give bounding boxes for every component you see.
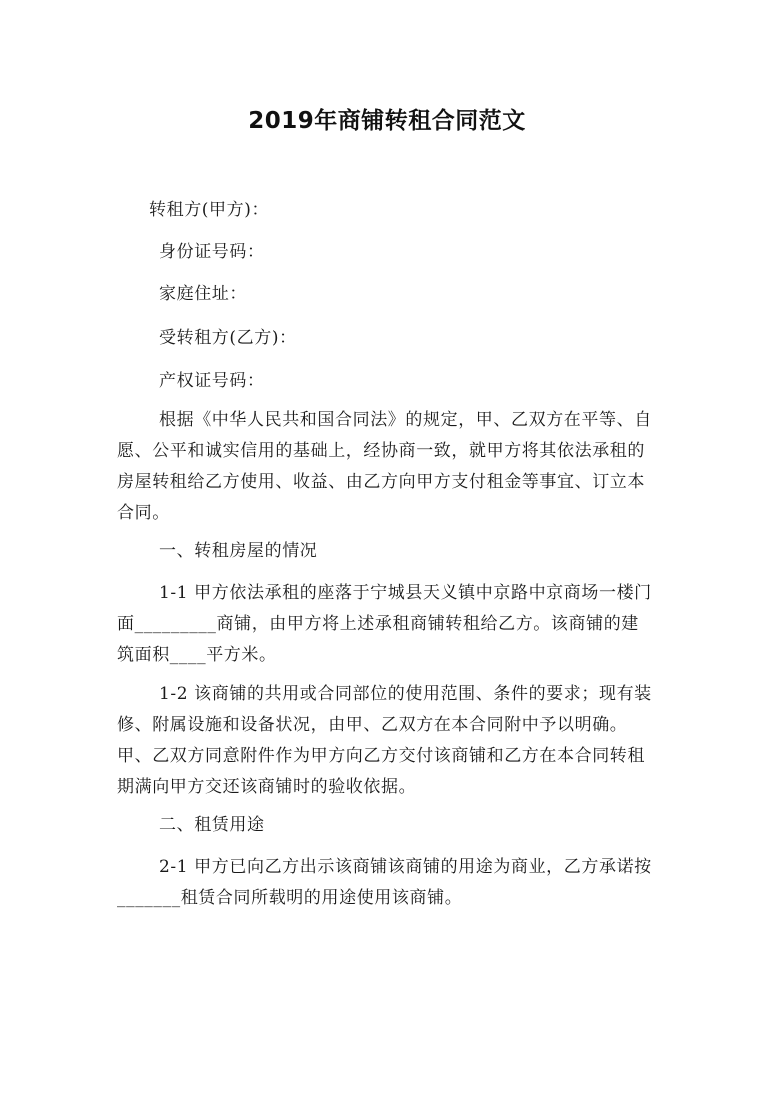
field-home-address xyxy=(159,279,247,310)
field-property-cert xyxy=(159,366,265,397)
field-sublessor xyxy=(149,195,269,226)
section-heading: 二、租赁用途 xyxy=(159,815,265,835)
clause-1-1 xyxy=(117,578,652,671)
section2-heading xyxy=(159,810,265,841)
field-sublessor-label: 转租方(甲方)： xyxy=(149,200,270,220)
paragraph-line: 愿、公平和诚实信用的基础上，经协商一致，就甲方将其依法承租的 xyxy=(117,441,645,461)
clause-2-1 xyxy=(117,852,652,914)
paragraph-line: 2-1 甲方已向乙方出示该商铺该商铺的用途为商业，乙方承诺按 xyxy=(159,857,652,877)
paragraph-line: 甲、乙双方同意附件作为甲方向乙方交付该商铺和乙方在本合同转租 xyxy=(117,746,645,766)
field-home-address-label: 家庭住址： xyxy=(159,284,247,304)
paragraph-line: 面_________商铺，由甲方将上述承租商铺转租给乙方。该商铺的建 xyxy=(117,614,639,634)
preamble-paragraph xyxy=(117,405,652,529)
clause-1-2 xyxy=(117,679,652,803)
paragraph-line: 根据《中华人民共和国合同法》的规定，甲、乙双方在平等、自 xyxy=(159,410,652,430)
paragraph-line: 期满向甲方交还该商铺时的验收依据。 xyxy=(117,777,417,797)
paragraph-line: 房屋转租给乙方使用、收益、由乙方向甲方支付租金等事宜、订立本 xyxy=(117,472,645,492)
paragraph-line: 1-2 该商铺的共用或合同部位的使用范围、条件的要求；现有装 xyxy=(159,684,652,704)
paragraph-line: 筑面积____平方米。 xyxy=(117,645,277,665)
field-property-cert-label: 产权证号码： xyxy=(159,371,265,391)
field-sublessee xyxy=(159,323,297,354)
field-sublessee-label: 受转租方(乙方)： xyxy=(159,328,297,348)
paragraph-line: 1-1 甲方依法承租的座落于宁城县天义镇中京路中京商场一楼门 xyxy=(159,583,652,603)
paragraph-line: _______租赁合同所载明的用途使用该商铺。 xyxy=(117,888,463,908)
document-title: 2019年商铺转租合同范文 xyxy=(248,108,526,134)
paragraph-line: 合同。 xyxy=(117,503,170,523)
paragraph-line: 修、附属设施和设备状况，由甲、乙双方在本合同附中予以明确。 xyxy=(117,715,628,735)
field-id-number xyxy=(159,237,265,268)
section1-heading xyxy=(159,536,317,567)
section-heading: 一、转租房屋的情况 xyxy=(159,541,318,561)
field-id-number-label: 身份证号码： xyxy=(159,242,265,262)
